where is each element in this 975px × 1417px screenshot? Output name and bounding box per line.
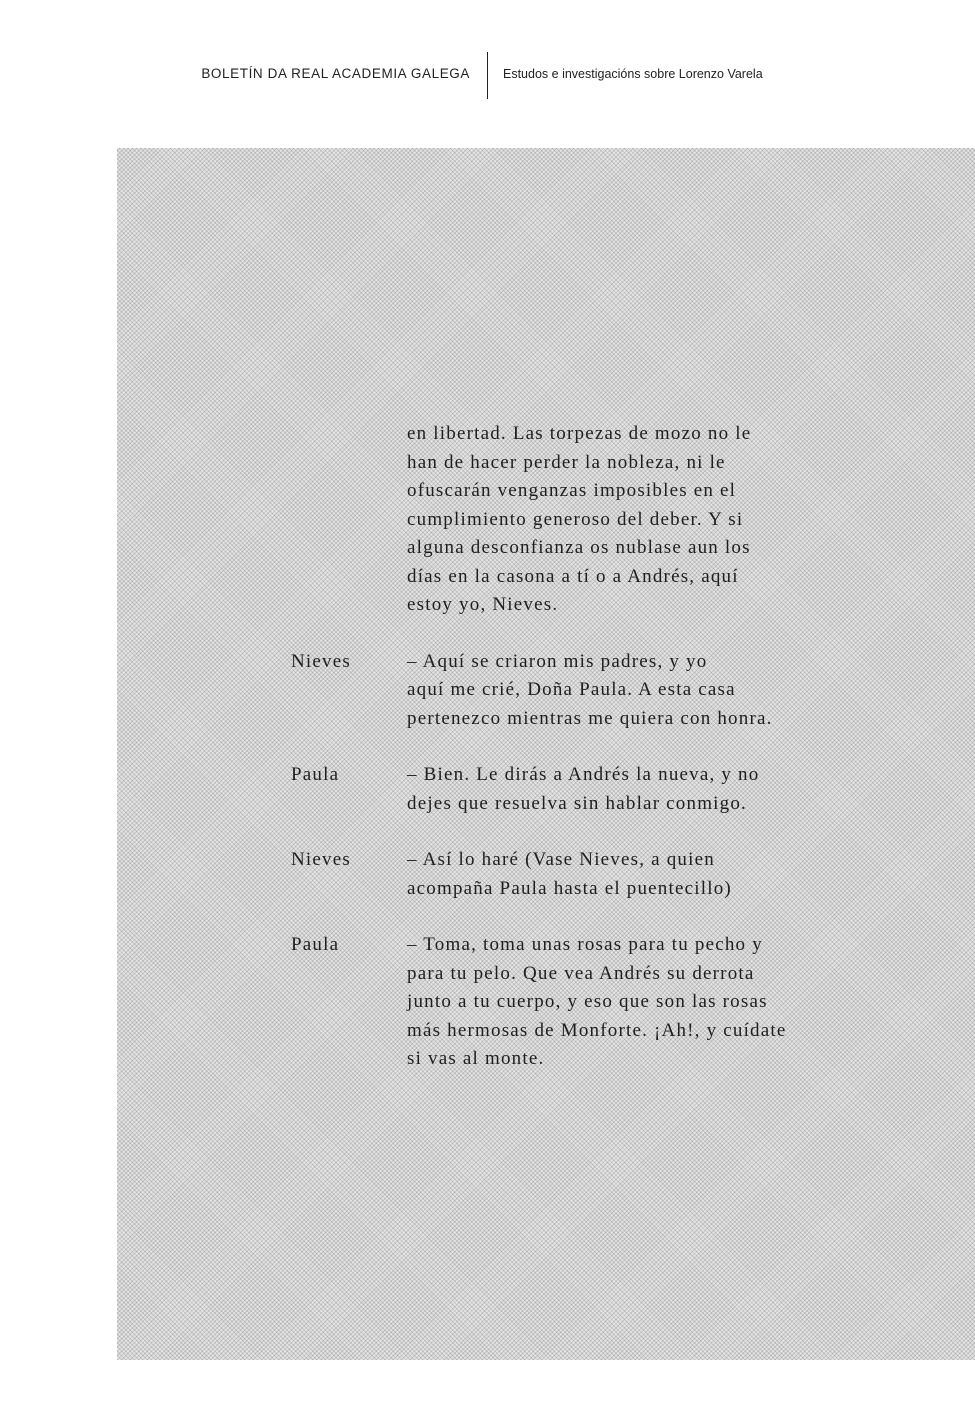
- speech-line: acompaña Paula hasta el puentecillo): [407, 877, 732, 899]
- speech: [407, 846, 847, 903]
- dialogue-block: [117, 931, 975, 1074]
- header-divider: [487, 52, 488, 99]
- speaker-name: Nieves: [291, 849, 351, 870]
- speech-line: dejes que resuelva sin hablar conmigo.: [407, 792, 748, 814]
- speech-line: han de hacer perder la nobleza, ni le: [407, 451, 726, 473]
- speech: [407, 761, 847, 818]
- speech: [407, 420, 847, 620]
- speech: [407, 648, 847, 734]
- speech-line: aquí me crié, Doña Paula. A esta casa: [407, 679, 736, 700]
- speech-line: – Aquí se criaron mis padres, y yo: [407, 650, 708, 672]
- speech: [407, 931, 847, 1074]
- running-header: [0, 52, 975, 100]
- speech-line: días en la casona a tí o a Andrés, aquí: [407, 565, 739, 587]
- dialogue-block: [117, 420, 975, 620]
- speech-line: pertenezco mientras me quiera con honra.: [407, 707, 773, 729]
- dialogue-block: [117, 761, 975, 818]
- journal-title: BOLETÍN DA REAL ACADEMIA GALEGA: [201, 66, 470, 81]
- speech-line: para tu pelo. Que vea Andrés su derrota: [407, 962, 755, 984]
- speech-line: – Toma, toma unas rosas para tu pecho y: [407, 934, 763, 955]
- speech-line: junto a tu cuerpo, y eso que son las rosas: [407, 991, 768, 1012]
- speaker-name: Nieves: [291, 650, 351, 672]
- speaker-name: Paula: [291, 764, 340, 785]
- dialogue-block: [117, 648, 975, 734]
- play-script: [117, 420, 975, 1102]
- speech-line: – Bien. Le dirás a Andrés la nueva, y no: [407, 764, 760, 785]
- speech-line: – Así lo haré (Vase Nieves, a quien: [407, 849, 715, 870]
- section-title: Estudos e investigacións sobre Lorenzo Varela: [503, 67, 763, 81]
- speech-line: en libertad. Las torpezas de mozo no le: [407, 423, 752, 444]
- speech-line: estoy yo, Nieves.: [407, 594, 559, 615]
- speaker-name: Paula: [291, 934, 340, 955]
- speech-line: ofuscarán venganzas imposibles en el: [407, 480, 737, 501]
- speech-line: más hermosas de Monforte. ¡Ah!, y cuídate: [407, 1019, 787, 1041]
- speech-line: cumplimiento generoso del deber. Y si: [407, 508, 744, 530]
- speech-line: si vas al monte.: [407, 1048, 545, 1069]
- speech-line: alguna desconfianza os nublase aun los: [407, 537, 751, 558]
- dialogue-block: [117, 846, 975, 903]
- scanned-page: [117, 148, 975, 1360]
